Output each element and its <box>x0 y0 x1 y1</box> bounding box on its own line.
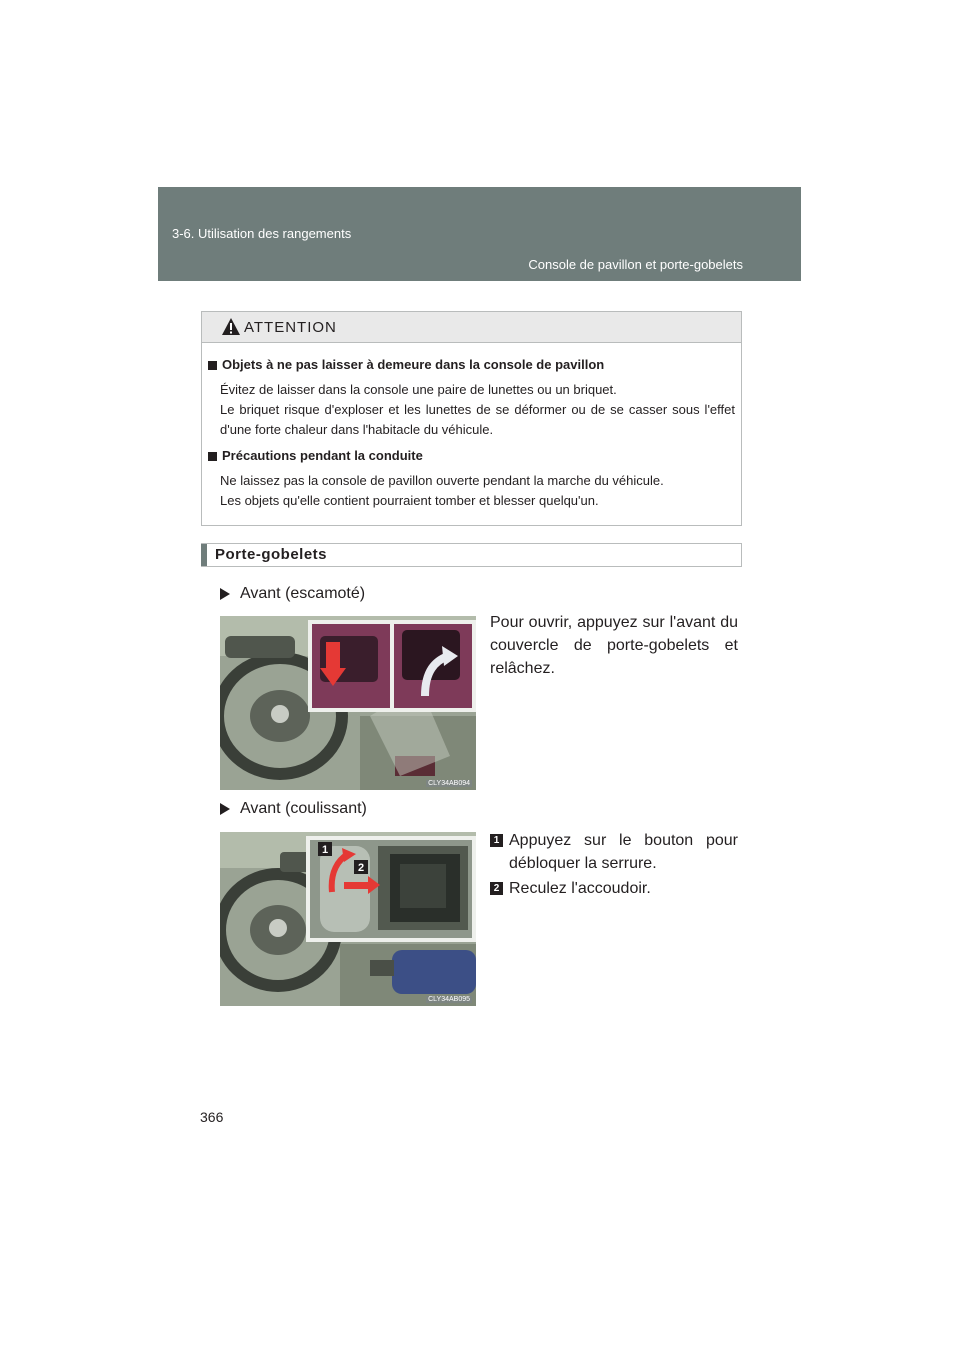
section-title: Porte-gobelets <box>215 546 328 563</box>
section-bar <box>201 543 742 567</box>
attention-box <box>201 311 742 526</box>
attention-body <box>202 343 741 511</box>
step-text: Reculez l'accoudoir. <box>509 880 651 897</box>
attention-title: ATTENTION <box>244 319 337 336</box>
step-text: Appuyez sur le bouton pour débloquer la serrure. <box>509 832 738 872</box>
triangle-bullet-icon <box>220 588 230 600</box>
section-bar-accent <box>201 544 207 566</box>
attention-header <box>202 312 741 343</box>
square-bullet-icon <box>208 361 217 370</box>
step-number-badge: 1 <box>490 834 503 847</box>
step-marker-1: 1 <box>321 844 329 856</box>
image-code: CLY34AB095 <box>428 996 470 1003</box>
page-number: 366 <box>200 1109 224 1125</box>
attention-paragraph: Évitez de laisser dans la console une paire de lunettes ou un briquet. <box>220 382 617 397</box>
attention-paragraph: Les objets qu'elle contient pourraient tomber et blesser quelqu'un. <box>220 493 599 508</box>
subheading-front-sliding: Avant (coulissant) <box>220 800 367 818</box>
armrest-illustration <box>220 832 476 1006</box>
illustration-sliding-armrest <box>220 832 476 1006</box>
step-item <box>490 877 738 900</box>
warning-triangle-icon <box>221 317 241 336</box>
instruction-text: Pour ouvrir, appuyez sur l'avant du couvercle de porte-gobelets et relâchez. <box>490 614 738 677</box>
dashboard-illustration <box>220 616 476 790</box>
step-marker-2: 2 <box>357 862 365 874</box>
attention-paragraph: Le briquet risque d'exploser et les lunettes de se déformer ou de se casser sous l'effet d'une forte chaleur dans l'habitacle du véhicule. <box>220 402 735 437</box>
page-subtitle: Console de pavillon et porte-gobelets <box>528 257 743 272</box>
square-bullet-icon <box>208 452 217 461</box>
step-item <box>490 829 738 875</box>
step-number-badge: 2 <box>490 882 503 895</box>
attention-paragraph: Ne laissez pas la console de pavillon ouverte pendant la marche du véhicule. <box>220 473 664 488</box>
section-label: 3-6. Utilisation des rangements <box>172 226 352 241</box>
subheading-front-retractable: Avant (escamoté) <box>220 585 365 603</box>
image-code: CLY34AB094 <box>428 780 470 787</box>
illustration-retractable-cup-holder <box>220 616 476 790</box>
attention-item-heading: Précautions pendant la conduite <box>208 446 741 466</box>
attention-item-heading: Objets à ne pas laisser à demeure dans la console de pavillon <box>208 355 741 375</box>
chapter-header <box>158 187 801 281</box>
triangle-bullet-icon <box>220 803 230 815</box>
